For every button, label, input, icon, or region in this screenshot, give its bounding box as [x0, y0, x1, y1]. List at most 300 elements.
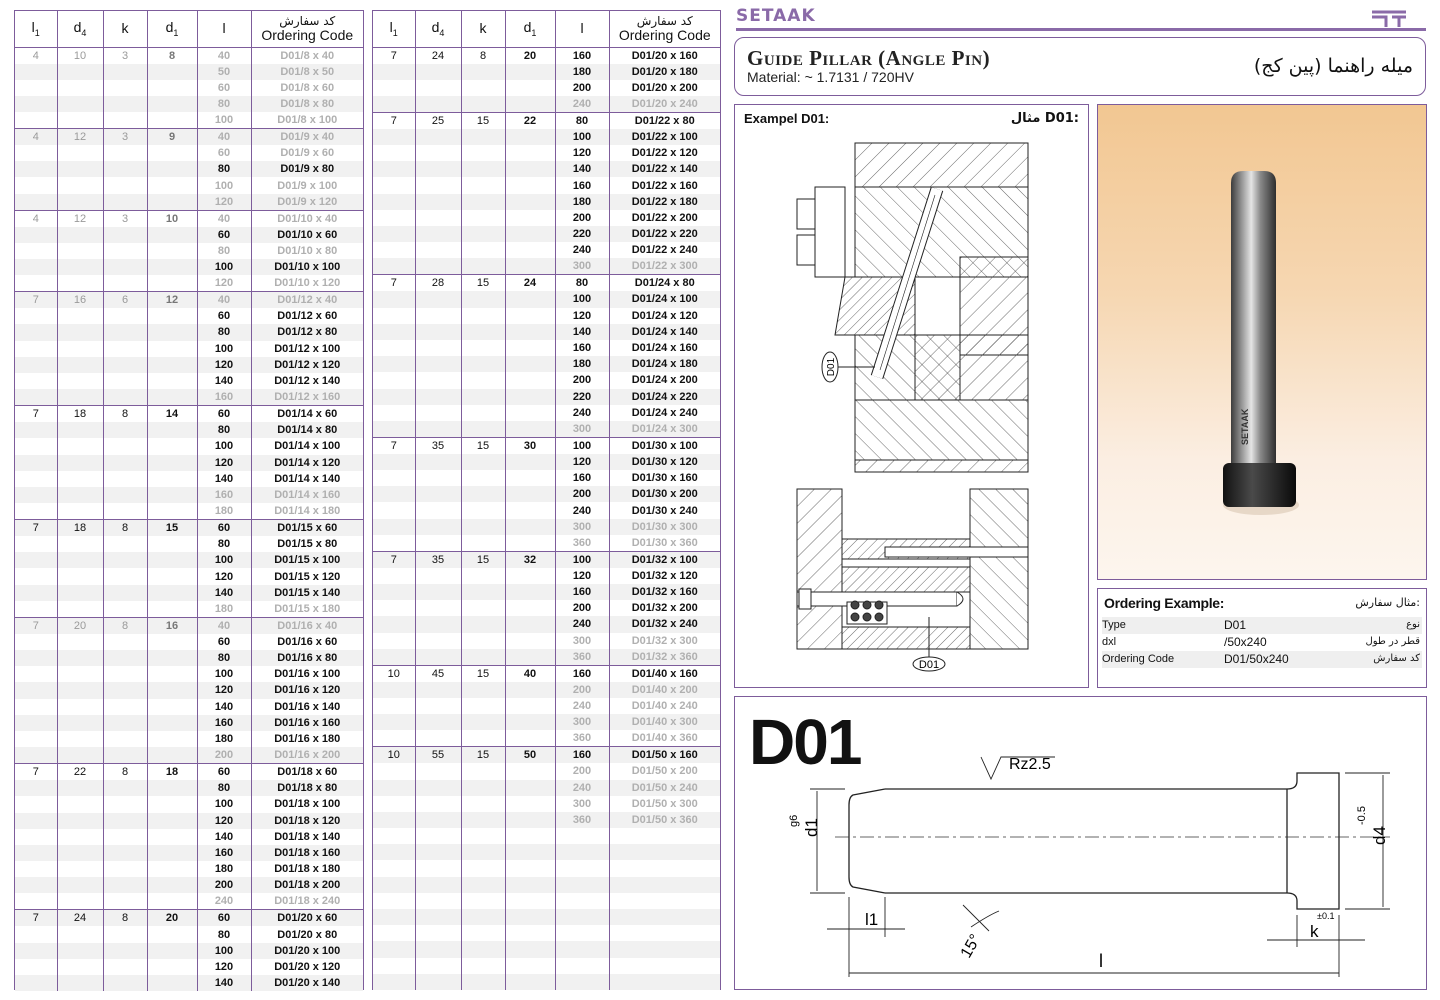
cell-ordering-code: D01/50 x 360 — [609, 812, 720, 828]
cell-d4 — [415, 242, 461, 258]
cell-d1 — [147, 975, 197, 991]
table-row — [373, 112, 720, 129]
cell-k — [461, 502, 505, 518]
cell-length: 80 — [197, 422, 251, 438]
cell-d1 — [147, 813, 197, 829]
cell-length: 120 — [555, 145, 609, 161]
col-ordering-code: کد سفارش Ordering Code — [609, 11, 720, 47]
table-row — [15, 129, 363, 146]
table-row — [15, 161, 363, 177]
cell-k — [461, 682, 505, 698]
table-row — [15, 406, 363, 423]
cell-empty — [609, 958, 720, 974]
ordering-value: D01 — [1224, 618, 1247, 632]
cell-k — [103, 780, 147, 796]
table-row — [373, 568, 720, 584]
cell-ordering-code: D01/15 x 60 — [251, 520, 363, 537]
cell-d1: 40 — [505, 665, 555, 682]
cell-empty — [461, 958, 505, 974]
cell-length: 100 — [197, 552, 251, 568]
dim-d4: d4 — [1370, 826, 1389, 845]
cell-ordering-code: D01/24 x 180 — [609, 356, 720, 372]
table-row — [15, 747, 363, 764]
cell-d1 — [147, 536, 197, 552]
cell-d4 — [415, 535, 461, 552]
cell-ordering-code: D01/8 x 100 — [251, 112, 363, 129]
cell-k — [461, 454, 505, 470]
cell-l1 — [15, 227, 57, 243]
cell-empty — [555, 925, 609, 941]
cell-ordering-code: D01/24 x 160 — [609, 340, 720, 356]
cell-empty — [415, 974, 461, 990]
cell-empty — [415, 925, 461, 941]
col-d1: $d_1$ — [147, 11, 197, 47]
cell-d4 — [415, 308, 461, 324]
cell-k — [461, 258, 505, 275]
cell-k — [461, 568, 505, 584]
cell-k — [461, 584, 505, 600]
cell-ordering-code: D01/16 x 140 — [251, 699, 363, 715]
cell-ordering-code: D01/22 x 200 — [609, 210, 720, 226]
cell-length: 160 — [197, 487, 251, 503]
cell-length: 160 — [197, 389, 251, 406]
cell-empty — [373, 941, 415, 957]
table-row — [15, 438, 363, 454]
cell-l1 — [15, 634, 57, 650]
cell-d4 — [415, 356, 461, 372]
cell-ordering-code: D01/30 x 200 — [609, 486, 720, 502]
cell-l1 — [373, 584, 415, 600]
dim-d1: d1 — [802, 818, 821, 837]
cell-empty — [461, 877, 505, 893]
cell-k — [103, 259, 147, 275]
cell-d4 — [57, 861, 103, 877]
cell-d1 — [147, 341, 197, 357]
cell-empty — [505, 909, 555, 925]
cell-length: 100 — [555, 291, 609, 307]
table-row — [373, 796, 720, 812]
cell-ordering-code: D01/22 x 300 — [609, 258, 720, 275]
cell-length: 80 — [197, 536, 251, 552]
cell-l1 — [15, 373, 57, 389]
cell-length: 100 — [197, 112, 251, 129]
cell-ordering-code: D01/20 x 180 — [609, 64, 720, 80]
cell-d4 — [57, 324, 103, 340]
table-row — [373, 698, 720, 714]
cell-k — [103, 227, 147, 243]
table-row — [15, 64, 363, 80]
cell-ordering-code: D01/18 x 100 — [251, 796, 363, 812]
cell-length: 180 — [555, 194, 609, 210]
cell-d1 — [147, 926, 197, 942]
cell-k — [103, 845, 147, 861]
cell-k — [461, 698, 505, 714]
cell-ordering-code: D01/40 x 200 — [609, 682, 720, 698]
cell-k — [103, 666, 147, 682]
cell-l1 — [373, 698, 415, 714]
cell-l1 — [373, 616, 415, 632]
cell-length: 40 — [197, 210, 251, 227]
cell-k — [103, 112, 147, 129]
cell-d1 — [505, 405, 555, 421]
cell-d1: 12 — [147, 292, 197, 309]
cell-length: 140 — [197, 471, 251, 487]
cell-empty — [609, 893, 720, 909]
dim-l: l — [1099, 951, 1103, 971]
cell-d4 — [57, 259, 103, 275]
cell-k — [103, 96, 147, 112]
cell-length: 240 — [555, 616, 609, 632]
ordering-example-panel — [1097, 588, 1427, 688]
cell-l1 — [15, 699, 57, 715]
cell-k: 6 — [103, 292, 147, 309]
cell-l1 — [15, 747, 57, 764]
cell-length: 240 — [555, 242, 609, 258]
cell-d1 — [505, 80, 555, 96]
cell-k — [103, 341, 147, 357]
cell-empty — [415, 828, 461, 844]
cell-l1 — [373, 730, 415, 747]
table-row — [373, 129, 720, 145]
cell-empty — [609, 860, 720, 876]
cell-k: 15 — [461, 551, 505, 568]
cell-d4 — [57, 80, 103, 96]
cell-k — [103, 536, 147, 552]
cell-l1 — [15, 780, 57, 796]
table-row — [15, 650, 363, 666]
ordering-label-fa: کد سفارش — [1373, 653, 1420, 664]
cell-length: 300 — [555, 421, 609, 438]
cell-d1 — [147, 373, 197, 389]
cell-length: 140 — [197, 373, 251, 389]
cell-d4 — [57, 845, 103, 861]
cell-d1 — [505, 600, 555, 616]
col-l: l — [555, 11, 609, 47]
cell-d4 — [415, 405, 461, 421]
cell-k — [461, 812, 505, 828]
table-row — [15, 682, 363, 698]
cell-d1 — [505, 470, 555, 486]
cell-d1 — [505, 242, 555, 258]
cell-length: 180 — [197, 601, 251, 618]
table-row — [373, 633, 720, 649]
brand-mark-icon — [1370, 9, 1408, 31]
table-row — [373, 780, 720, 796]
cell-k — [103, 682, 147, 698]
cell-l1 — [373, 161, 415, 177]
cell-l1 — [15, 161, 57, 177]
table-row — [373, 747, 720, 764]
cell-length: 300 — [555, 796, 609, 812]
cell-empty — [609, 925, 720, 941]
cell-d4: 28 — [415, 275, 461, 292]
cell-d1 — [147, 747, 197, 764]
cell-l1 — [15, 275, 57, 292]
table-row — [373, 665, 720, 682]
cell-d4: 22 — [57, 764, 103, 781]
product-title-fa: میله راهنما (پین کج) — [1253, 55, 1413, 77]
cell-d4 — [57, 975, 103, 991]
drawing-code: D01 — [749, 706, 861, 778]
cell-d1 — [147, 487, 197, 503]
cell-k — [103, 161, 147, 177]
cell-d1 — [505, 161, 555, 177]
cell-d4: 18 — [57, 520, 103, 537]
cell-d1: 10 — [147, 210, 197, 227]
table-row-empty — [373, 844, 720, 860]
cell-d4 — [415, 780, 461, 796]
cell-d4 — [415, 698, 461, 714]
cell-d4 — [415, 177, 461, 193]
cell-ordering-code: D01/20 x 160 — [609, 47, 720, 64]
cell-ordering-code: D01/50 x 200 — [609, 763, 720, 779]
cell-k — [461, 177, 505, 193]
table-row — [15, 943, 363, 959]
table-row — [373, 356, 720, 372]
cell-l1 — [15, 845, 57, 861]
mold-section-drawing — [735, 127, 1087, 687]
cell-ordering-code: D01/16 x 100 — [251, 666, 363, 682]
table-row — [15, 877, 363, 893]
table-row — [373, 714, 720, 730]
cell-k — [103, 64, 147, 80]
cell-length: 80 — [197, 324, 251, 340]
cell-length: 160 — [197, 845, 251, 861]
cell-ordering-code: D01/12 x 120 — [251, 357, 363, 373]
cell-length: 200 — [555, 600, 609, 616]
cell-empty — [415, 958, 461, 974]
cell-ordering-code: D01/9 x 80 — [251, 161, 363, 177]
cell-d4 — [415, 519, 461, 535]
cell-d4 — [415, 763, 461, 779]
cell-l1 — [15, 96, 57, 112]
cell-length: 80 — [197, 161, 251, 177]
example-panel — [734, 104, 1089, 688]
cell-l1 — [15, 503, 57, 520]
cell-ordering-code: D01/10 x 100 — [251, 259, 363, 275]
cell-k — [103, 861, 147, 877]
cell-ordering-code: D01/14 x 160 — [251, 487, 363, 503]
cell-empty — [505, 828, 555, 844]
cell-d1: 22 — [505, 112, 555, 129]
cell-ordering-code: D01/18 x 60 — [251, 764, 363, 781]
cell-d4 — [415, 616, 461, 632]
cell-length: 80 — [555, 112, 609, 129]
cell-length: 360 — [555, 649, 609, 666]
cell-ordering-code: D01/15 x 140 — [251, 585, 363, 601]
cell-d1 — [147, 112, 197, 129]
cell-d1 — [147, 682, 197, 698]
cell-k — [461, 291, 505, 307]
col-k: k — [103, 11, 147, 47]
cell-ordering-code: D01/24 x 240 — [609, 405, 720, 421]
cell-length: 180 — [197, 503, 251, 520]
cell-length: 120 — [555, 308, 609, 324]
cell-l1: 7 — [15, 406, 57, 423]
table-row — [15, 568, 363, 584]
cell-k — [103, 893, 147, 910]
cell-d1 — [505, 64, 555, 80]
cell-ordering-code: D01/18 x 120 — [251, 813, 363, 829]
cell-d1 — [505, 502, 555, 518]
cell-d1 — [505, 649, 555, 666]
cell-d4 — [57, 227, 103, 243]
cell-d1 — [505, 210, 555, 226]
cell-ordering-code: D01/15 x 120 — [251, 568, 363, 584]
cell-d1: 18 — [147, 764, 197, 781]
cell-d1 — [147, 552, 197, 568]
cell-k — [103, 699, 147, 715]
cell-length: 300 — [555, 633, 609, 649]
cell-l1 — [15, 975, 57, 991]
cell-l1: 7 — [15, 764, 57, 781]
table-row — [15, 324, 363, 340]
cell-l1 — [15, 471, 57, 487]
cell-k — [461, 519, 505, 535]
cell-d4 — [415, 258, 461, 275]
cell-length: 60 — [197, 910, 251, 927]
cell-ordering-code: D01/22 x 100 — [609, 129, 720, 145]
cell-ordering-code: D01/32 x 100 — [609, 551, 720, 568]
cell-d4 — [415, 96, 461, 113]
cell-ordering-code: D01/30 x 160 — [609, 470, 720, 486]
cell-d1 — [147, 438, 197, 454]
cell-d1: 15 — [147, 520, 197, 537]
cell-d1 — [505, 616, 555, 632]
cell-empty — [461, 844, 505, 860]
table-row — [15, 601, 363, 618]
cell-d4 — [57, 455, 103, 471]
cell-d1 — [505, 796, 555, 812]
cell-ordering-code: D01/15 x 180 — [251, 601, 363, 618]
cell-l1: 7 — [373, 437, 415, 454]
cell-d1 — [147, 80, 197, 96]
cell-k — [103, 471, 147, 487]
cell-l1 — [15, 487, 57, 503]
cell-length: 140 — [197, 975, 251, 991]
cell-d4: 12 — [57, 129, 103, 146]
cell-d4 — [57, 893, 103, 910]
cell-d4 — [415, 486, 461, 502]
cell-d4 — [57, 373, 103, 389]
cell-k — [103, 552, 147, 568]
cell-ordering-code: D01/24 x 80 — [609, 275, 720, 292]
cell-d1 — [505, 535, 555, 552]
cell-k — [103, 634, 147, 650]
cell-l1 — [373, 763, 415, 779]
cell-d4 — [57, 699, 103, 715]
cell-d1 — [147, 829, 197, 845]
cell-k — [103, 487, 147, 503]
cell-ordering-code: D01/8 x 60 — [251, 80, 363, 96]
cell-d4 — [415, 812, 461, 828]
cell-empty — [505, 893, 555, 909]
product-photo — [1097, 104, 1427, 580]
cell-length: 200 — [197, 747, 251, 764]
cell-empty — [461, 860, 505, 876]
cell-ordering-code: D01/14 x 140 — [251, 471, 363, 487]
ordering-value: D01/50x240 — [1224, 652, 1289, 666]
cell-length: 40 — [197, 129, 251, 146]
cell-k — [103, 243, 147, 259]
cell-length: 180 — [197, 731, 251, 747]
table-row — [15, 308, 363, 324]
cell-empty — [415, 941, 461, 957]
cell-d1 — [505, 324, 555, 340]
cell-ordering-code: D01/10 x 60 — [251, 227, 363, 243]
cell-length: 120 — [197, 568, 251, 584]
cell-d1 — [147, 601, 197, 618]
table-row — [373, 405, 720, 421]
cell-k — [461, 600, 505, 616]
cell-length: 120 — [197, 682, 251, 698]
cell-ordering-code: D01/18 x 160 — [251, 845, 363, 861]
callout-d01: D01 — [826, 357, 837, 377]
cell-k — [103, 80, 147, 96]
table-header — [15, 11, 363, 47]
cell-d1 — [505, 194, 555, 210]
cell-l1 — [373, 194, 415, 210]
dim-k: k — [1310, 922, 1319, 941]
cell-k — [461, 796, 505, 812]
cell-k — [103, 601, 147, 618]
cell-d1 — [147, 161, 197, 177]
cell-d4: 25 — [415, 112, 461, 129]
table-row-empty — [373, 974, 720, 990]
cell-l1 — [373, 600, 415, 616]
cell-d4 — [57, 161, 103, 177]
cell-l1 — [15, 243, 57, 259]
cell-d4: 18 — [57, 406, 103, 423]
cell-ordering-code: D01/50 x 240 — [609, 780, 720, 796]
cell-ordering-code: D01/40 x 300 — [609, 714, 720, 730]
cell-l1 — [373, 454, 415, 470]
cell-empty — [415, 909, 461, 925]
cell-d4 — [57, 829, 103, 845]
cell-length: 80 — [197, 926, 251, 942]
cell-d1 — [147, 96, 197, 112]
cell-d4 — [57, 666, 103, 682]
cell-empty — [415, 893, 461, 909]
cell-empty — [461, 925, 505, 941]
cell-d4 — [415, 80, 461, 96]
table-row — [373, 177, 720, 193]
cell-k — [461, 64, 505, 80]
dim-k-tolerance: ±0.1 — [1317, 911, 1335, 921]
cell-l1: 7 — [390, 49, 397, 62]
cell-length: 140 — [555, 324, 609, 340]
example-label: Exampel D01: — [744, 111, 830, 126]
cell-ordering-code: D01/16 x 120 — [251, 682, 363, 698]
cell-d1 — [505, 96, 555, 113]
cell-length: 100 — [197, 341, 251, 357]
cell-d1 — [505, 340, 555, 356]
cell-length: 300 — [555, 519, 609, 535]
cell-d4: 35 — [415, 551, 461, 568]
cell-d1 — [147, 877, 197, 893]
cell-d1 — [505, 714, 555, 730]
cell-d4 — [57, 650, 103, 666]
cell-l1 — [373, 405, 415, 421]
table-row — [15, 259, 363, 275]
table-row — [15, 617, 363, 634]
dim-d1-tolerance: g6 — [788, 814, 800, 827]
cell-l1 — [373, 780, 415, 796]
cell-ordering-code: D01/12 x 140 — [251, 373, 363, 389]
cell-d4 — [415, 145, 461, 161]
cell-k — [461, 616, 505, 632]
cell-l1 — [15, 389, 57, 406]
